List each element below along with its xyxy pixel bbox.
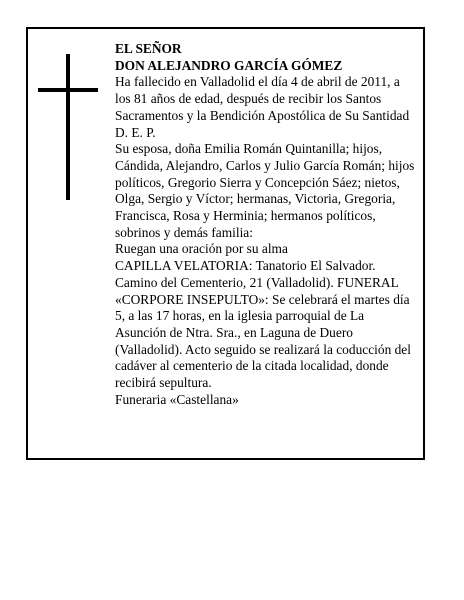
ceremony-details: CAPILLA VELATORIA: Tanatorio El Salvador. Camino del Cementerio, 21 (Valladolid). FUNERAL «CORPORE INSEPULTO»: Se celebrará el martes día 5, a las 17 horas, en la iglesia parroquial de La Asunción de Ntra. Sra., en Laguna de Duero (Valladolid). Acto seguido se realizará la coducción del cadáver al cementerio de la citada localidad, donde recibirá sepultura. xyxy=(115,258,411,391)
family-list: Su esposa, doña Emilia Román Quintanilla; hijos, Cándida, Alejandro, Carlos y Julio García Román; hijos políticos, Gregorio Sierra y Concepción Sáez; nietos, Olga, Sergio y Víctor; hermanas, Victoria, Gregoria, Francisca, Rosa y Herminia; hermanos políticos, sobrinos y demás familia: xyxy=(115,141,415,240)
cross-horizontal-bar xyxy=(38,88,98,92)
title-line-1: EL SEÑOR xyxy=(115,41,182,56)
deceased-name: DON ALEJANDRO GARCÍA GÓMEZ xyxy=(115,57,343,73)
obituary-text xyxy=(115,41,415,408)
death-announcement: Ha fallecido en Valladolid el día 4 de abril de 2011, a los 81 años de edad, después de recibir los Santos Sacramentos y la Bendición Apostólica de Su Santidad D. E. P. xyxy=(115,74,410,140)
cross-icon xyxy=(38,54,98,200)
obituary-notice xyxy=(26,27,425,460)
prayer-request: Ruegan una oración por su alma xyxy=(115,241,288,257)
funeral-home: Funeraria «Castellana» xyxy=(115,391,239,407)
cross-vertical-bar xyxy=(66,54,70,200)
